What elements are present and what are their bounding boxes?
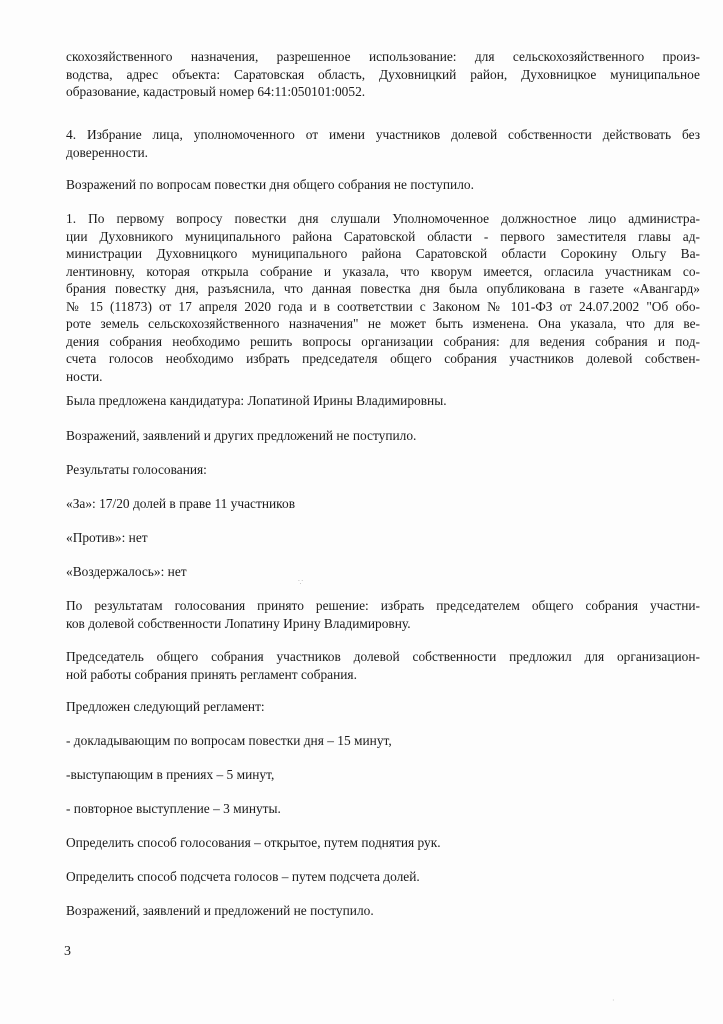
text-line: ков долевой собственности Лопатину Ирину Владимировну. — [66, 615, 411, 631]
paragraph-no-objections: Возражений, заявлений и других предложений не поступило. — [66, 428, 417, 443]
page-number: 3 — [64, 944, 71, 959]
text-line: 1. По первому вопросу повестки дня слушали Уполномоченное должностное лицо администра- — [66, 211, 700, 226]
text-line: 4. Избрание лица, уполномоченного от имени участников долевой собственности действовать без — [66, 127, 700, 142]
text-line: роте земель сельскохозяйственного назначения" не может быть изменена. Она указала, что для ве- — [66, 316, 700, 331]
text-line: Председатель общего собрания участников долевой собственности предложил для организацион- — [66, 649, 700, 664]
text-line: брания повестку дня, разъяснила, что данная повестка дня была опубликована в газете «Авангард» — [66, 281, 700, 296]
paragraph-voting-results: Результаты голосования: — [66, 462, 207, 477]
text-line: образование, кадастровый номер 64:11:050101:0052. — [66, 84, 366, 99]
scan-speck: · — [612, 996, 615, 1005]
paragraph-candidate: Была предложена кандидатура: Лопатиной Ирины Владимировны. — [66, 393, 447, 408]
text-line: министрации Духовницкого муниципального района Саратовской области Сорокину Ольгу Ва- — [66, 246, 700, 261]
text-line: лентиновну, которая открыла собрание и указала, что кворум имеется, огласила участникам со- — [66, 263, 700, 279]
paragraph-regulation-heading: Предложен следующий регламент: — [66, 699, 265, 714]
text-line: По результатам голосования принято решение: избрать председателем общего собрания участни- — [66, 598, 700, 613]
scan-speck: ∵ — [298, 578, 304, 587]
vote-against: «Против»: нет — [66, 530, 148, 545]
paragraph-agenda-item-4 — [66, 126, 700, 161]
regulation-item-repeat: - повторное выступление – 3 минуты. — [66, 801, 281, 816]
text-line: счета голосов необходимо избрать председателя общего собрания участников долевой собствен- — [66, 351, 700, 366]
text-line: скохозяйственного назначения, разрешенное использование: для сельскохозяйственного произ- — [66, 49, 700, 64]
text-line: ции Духовникого муниципального района Саратовской области - первого заместителя главы ад- — [66, 228, 700, 244]
paragraph-land-description — [66, 48, 700, 101]
text-line: доверенности. — [66, 144, 149, 160]
regulation-item-reports: - докладывающим по вопросам повестки дня – 15 минут, — [66, 733, 392, 748]
text-line: ности. — [66, 368, 103, 384]
text-line: № 15 (11873) от 17 апреля 2020 года и в соответствии с Законом № 101-ФЗ от 24.07.2002 "Об обо- — [66, 298, 700, 314]
paragraph-counting-method: Определить способ подсчета голосов – путем подсчета долей. — [66, 869, 420, 884]
paragraph-no-objections-final: Возражений, заявлений и предложений не поступило. — [66, 903, 374, 918]
text-line: ной работы собрания принять регламент собрания. — [66, 666, 357, 682]
paragraph-first-question — [66, 210, 700, 385]
regulation-item-debates: -выступающим в прениях – 5 минут, — [66, 767, 275, 782]
vote-abstained: «Воздержалось»: нет — [66, 564, 187, 579]
vote-for: «За»: 17/20 долей в праве 11 участников — [66, 496, 296, 511]
paragraph-voting-method: Определить способ голосования – открытое, путем поднятия рук. — [66, 835, 441, 850]
text-line: водства, адрес объекта: Саратовская область, Духовницкий район, Духовницкое муниципальное — [66, 66, 700, 82]
paragraph-no-objections-agenda: Возражений по вопросам повестки дня общего собрания не поступило. — [66, 177, 474, 192]
text-line: дения собрания необходимо решить вопросы организации собрания: для ведения собрания и под- — [66, 333, 700, 349]
paragraph-decision-chair — [66, 597, 700, 632]
paragraph-chair-proposal — [66, 648, 700, 683]
